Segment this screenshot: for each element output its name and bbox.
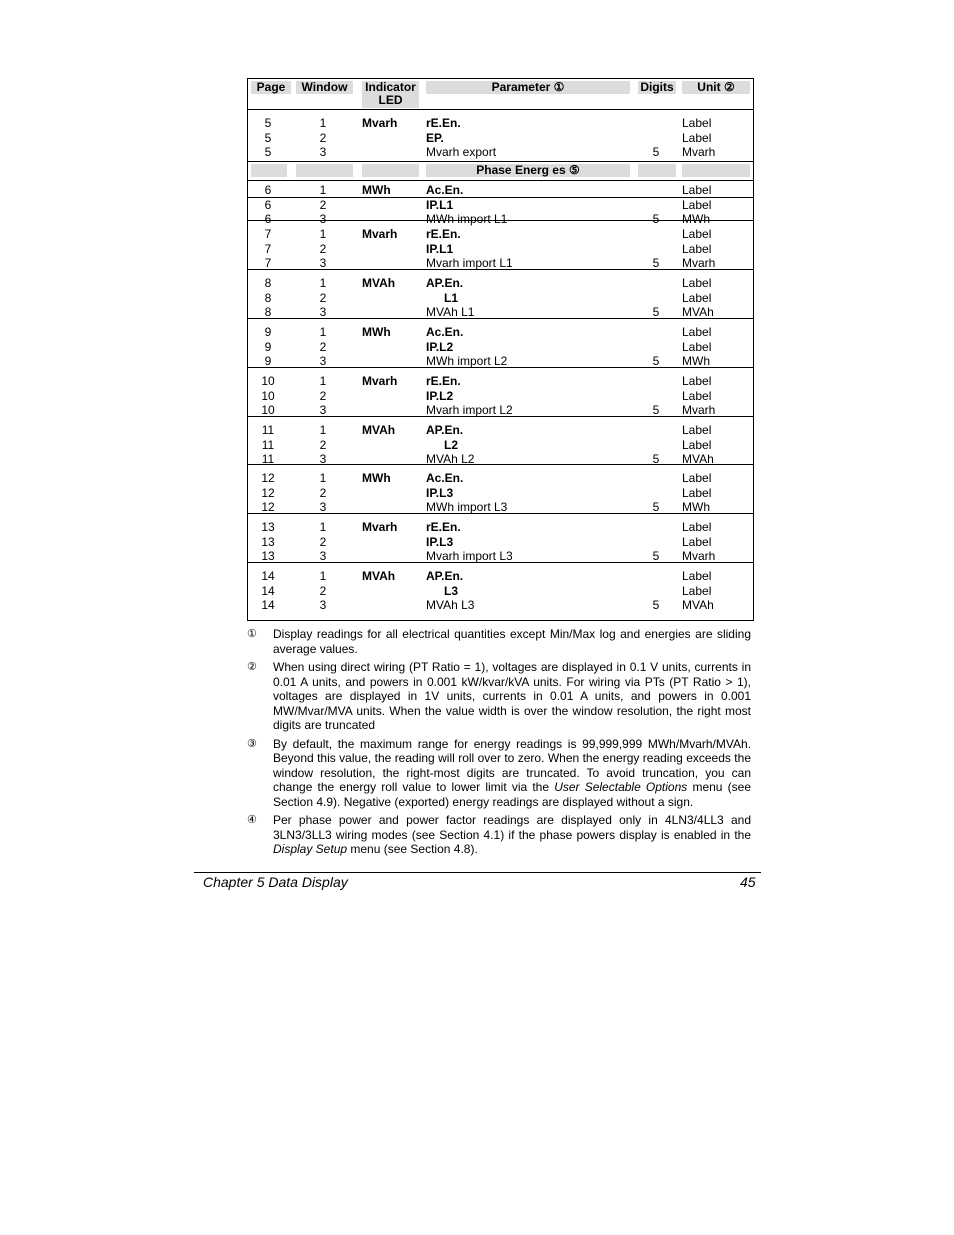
table-row (248, 438, 753, 452)
table-row (248, 305, 753, 319)
cell-window: 2 (319, 130, 327, 145)
cell-page: 6 (264, 212, 272, 226)
cell-digits: 5 (652, 145, 660, 159)
cell-page: 12 (261, 500, 275, 514)
cell-window: 2 (319, 197, 327, 212)
cell-parameter: IP.L3 (426, 534, 454, 549)
cell-unit: Mvarh (682, 549, 716, 563)
footnote-text-part: By default, the maximum range for energy readings is 99,999,999 MWh/Mvarh/MVAh. Beyond this value, the reading will roll over to zero. When the energy reading exceeds the window resolution, the right-most digits are truncated. To avoid truncation, you can change the energy roll value to lower limit via the (273, 736, 751, 794)
cell-window: 3 (319, 500, 327, 514)
cell-unit: Mvarh (682, 403, 716, 417)
cell-unit: Label (682, 130, 712, 145)
footer-rule (194, 872, 761, 873)
cell-parameter: rE.En. (426, 520, 461, 534)
cell-page: 13 (261, 534, 275, 549)
footnote (247, 660, 751, 733)
cell-window: 1 (319, 374, 327, 388)
cell-parameter: AP.En. (426, 423, 464, 437)
cell-window: 3 (319, 598, 327, 612)
footer-chapter: Chapter 5 Data Display (203, 874, 348, 890)
cell-page: 13 (261, 549, 275, 563)
cell-page: 12 (261, 471, 275, 485)
footnote (247, 737, 751, 810)
cell-parameter: AP.En. (426, 276, 464, 290)
cell-page: 9 (264, 325, 272, 339)
cell-parameter: Mvarh import L1 (426, 256, 513, 270)
cell-unit: MWh (682, 500, 710, 514)
cell-indicator-led: MWh (362, 325, 391, 339)
footnote-text: When using direct wiring (PT Ratio = 1), voltages are displayed in 0.1 V units, currents in 0.01 A units, and powers in 0.001 kW/kvar/kVA units. For wiring via PTs (PT Ratio > 1), voltages are displayed in 1V units, currents in 0.01 A units, and powers in 0.001 MW/Mvar/MVA units. When the value width is over the window resolution, the right most digits are truncated (273, 660, 751, 732)
table-row (248, 242, 753, 256)
table-row (248, 535, 753, 549)
table-row (248, 569, 753, 583)
cell-page: 5 (264, 116, 272, 130)
cell-page: 5 (264, 145, 272, 159)
footnote-text-part: Per phase power and power factor readings are displayed only in 4LN3/4LL3 and 3LN3/3LL3 wiring modes (see Section 4.1) if the phase powers display is enabled in the (273, 813, 751, 842)
cell-digits: 5 (652, 500, 660, 514)
table-row (248, 374, 753, 388)
footnote-text (273, 737, 751, 809)
cell-window: 3 (319, 212, 327, 226)
cell-parameter: IP.L2 (426, 339, 454, 354)
cell-window: 1 (319, 569, 327, 583)
cell-unit: Label (682, 339, 712, 354)
cell-unit: Label (682, 197, 712, 212)
footnotes (247, 627, 751, 861)
cell-unit: MWh (682, 212, 710, 226)
table-row (248, 423, 753, 437)
phase-cell-window (296, 164, 353, 177)
table-header (248, 79, 753, 110)
footnote-mark: ③ (247, 737, 257, 750)
cell-unit: MWh (682, 354, 710, 368)
cell-unit: MVAh (682, 452, 714, 466)
cell-page: 7 (264, 227, 272, 241)
cell-digits: 5 (652, 403, 660, 417)
cell-parameter: L1 (444, 290, 459, 305)
cell-indicator-led: Mvarh (362, 227, 398, 241)
table-row (248, 256, 753, 270)
phase-energies-heading-row (248, 161, 753, 181)
table-row (248, 471, 753, 485)
cell-unit: Label (682, 116, 712, 130)
cell-parameter: L3 (444, 583, 459, 598)
table-row (248, 183, 753, 197)
cell-page: 5 (264, 130, 272, 145)
cell-unit: Label (682, 227, 712, 241)
cell-window: 3 (319, 256, 327, 270)
cell-parameter: Ac.En. (426, 183, 464, 197)
cell-parameter: IP.L2 (426, 388, 454, 403)
cell-unit: Label (682, 388, 712, 403)
phase-cell-led (362, 164, 419, 177)
cell-unit: Label (682, 534, 712, 549)
cell-window: 1 (319, 227, 327, 241)
cell-window: 3 (319, 403, 327, 417)
footnote-mark: ② (247, 661, 257, 673)
cell-unit: Label (682, 423, 712, 437)
cell-page: 11 (261, 437, 275, 452)
cell-parameter: Mvarh import L3 (426, 549, 513, 563)
cell-parameter: Ac.En. (426, 325, 464, 339)
cell-unit: Label (682, 437, 712, 452)
cell-digits: 5 (652, 256, 660, 270)
footnote-mark: ① (247, 628, 257, 640)
cell-unit: Mvarh (682, 256, 716, 270)
footnote-emphasis: Display Setup (273, 842, 348, 856)
phase-energies-heading: Phase Energ es ⑤ (426, 164, 630, 177)
cell-page: 6 (264, 183, 272, 197)
table-row (248, 198, 753, 212)
cell-unit: MVAh (682, 598, 714, 612)
cell-parameter: MVAh L3 (426, 598, 475, 612)
header-parameter: Parameter ① (426, 81, 630, 94)
table-row (248, 276, 753, 290)
table-row (248, 227, 753, 241)
phase-cell-unit (682, 164, 750, 177)
cell-unit: Mvarh (682, 145, 716, 159)
cell-window: 1 (319, 471, 327, 485)
cell-parameter: IP.L1 (426, 241, 454, 256)
cell-page: 7 (264, 256, 272, 270)
cell-window: 2 (319, 290, 327, 305)
cell-window: 2 (319, 437, 327, 452)
cell-digits: 5 (652, 598, 660, 612)
phase-cell-digits (638, 164, 676, 177)
cell-parameter: EP. (426, 130, 444, 145)
cell-unit: Label (682, 290, 712, 305)
cell-page: 14 (261, 583, 275, 598)
cell-parameter: rE.En. (426, 374, 461, 388)
footnote-mark: ④ (247, 814, 257, 826)
cell-window: 1 (319, 276, 327, 290)
cell-parameter: L2 (444, 437, 459, 452)
cell-window: 1 (319, 325, 327, 339)
table-row (248, 486, 753, 500)
cell-page: 8 (264, 305, 272, 319)
footer-page-number: 45 (740, 874, 756, 890)
cell-indicator-led: MWh (362, 183, 391, 197)
header-window: Window (296, 81, 353, 94)
table-row (248, 291, 753, 305)
footnote-emphasis: User Selectable Options (554, 780, 688, 794)
header-digits: Digits (638, 81, 676, 94)
cell-digits: 5 (652, 354, 660, 368)
header-page: Page (251, 81, 291, 94)
cell-window: 2 (319, 534, 327, 549)
cell-window: 2 (319, 388, 327, 403)
cell-indicator-led: Mvarh (362, 520, 398, 534)
cell-parameter: MWh import L1 (426, 212, 508, 226)
display-pages-table (247, 78, 754, 621)
cell-parameter: MVAh L2 (426, 452, 475, 466)
row-divider (248, 197, 753, 198)
cell-page: 11 (261, 423, 275, 437)
cell-indicator-led: MVAh (362, 423, 396, 437)
footnote (247, 627, 751, 656)
cell-page: 9 (264, 339, 272, 354)
cell-page: 11 (261, 452, 275, 466)
cell-unit: Label (682, 583, 712, 598)
cell-page: 8 (264, 290, 272, 305)
cell-parameter: IP.L1 (426, 197, 454, 212)
cell-parameter: rE.En. (426, 116, 461, 130)
cell-indicator-led: Mvarh (362, 374, 398, 388)
table-row (248, 325, 753, 339)
cell-digits: 5 (652, 305, 660, 319)
cell-unit: Label (682, 569, 712, 583)
cell-window: 2 (319, 339, 327, 354)
table-row (248, 389, 753, 403)
cell-indicator-led: Mvarh (362, 116, 398, 130)
cell-indicator-led: MVAh (362, 569, 396, 583)
table-row (248, 549, 753, 563)
cell-page: 10 (261, 403, 275, 417)
cell-page: 12 (261, 485, 275, 500)
cell-unit: Label (682, 374, 712, 388)
header-unit: Unit ② (682, 81, 750, 94)
cell-digits: 5 (652, 452, 660, 466)
footnote-text (273, 813, 751, 856)
table-row (248, 116, 753, 130)
cell-parameter: AP.En. (426, 569, 464, 583)
cell-parameter: Mvarh import L2 (426, 403, 513, 417)
cell-window: 2 (319, 485, 327, 500)
table-row (248, 500, 753, 514)
footnote-text-part: menu (see Section 4.9). Negative (exported) energy readings are displayed without a sign. (273, 780, 751, 809)
table-row (248, 145, 753, 159)
cell-parameter: MVAh L1 (426, 305, 475, 319)
cell-unit: Label (682, 485, 712, 500)
cell-window: 3 (319, 354, 327, 368)
cell-page: 14 (261, 569, 275, 583)
cell-parameter: rE.En. (426, 227, 461, 241)
cell-parameter: IP.L3 (426, 485, 454, 500)
cell-unit: Label (682, 241, 712, 256)
cell-parameter: Ac.En. (426, 471, 464, 485)
cell-page: 10 (261, 374, 275, 388)
cell-unit: MVAh (682, 305, 714, 319)
table-row (248, 598, 753, 612)
cell-indicator-led: MWh (362, 471, 391, 485)
cell-page: 8 (264, 276, 272, 290)
table-row (248, 354, 753, 368)
cell-window: 3 (319, 305, 327, 319)
cell-page: 9 (264, 354, 272, 368)
header-indicator-led (362, 81, 419, 108)
cell-window: 1 (319, 116, 327, 130)
phase-cell-page (251, 164, 287, 177)
table-row (248, 520, 753, 534)
cell-indicator-led: MVAh (362, 276, 396, 290)
cell-window: 1 (319, 423, 327, 437)
cell-parameter: MWh import L3 (426, 500, 508, 514)
cell-unit: Label (682, 325, 712, 339)
table-row (248, 340, 753, 354)
cell-unit: Label (682, 520, 712, 534)
cell-window: 1 (319, 520, 327, 534)
cell-window: 3 (319, 452, 327, 466)
cell-window: 2 (319, 583, 327, 598)
cell-page: 7 (264, 241, 272, 256)
cell-parameter: MWh import L2 (426, 354, 508, 368)
cell-page: 13 (261, 520, 275, 534)
cell-parameter: Mvarh export (426, 145, 497, 159)
cell-unit: Label (682, 276, 712, 290)
cell-window: 1 (319, 183, 327, 197)
cell-window: 3 (319, 549, 327, 563)
footnote-text: Display readings for all electrical quantities except Min/Max log and energies are sliding average values. (273, 627, 751, 656)
cell-digits: 5 (652, 549, 660, 563)
cell-page: 6 (264, 197, 272, 212)
table-row (248, 584, 753, 598)
cell-unit: Label (682, 471, 712, 485)
cell-window: 2 (319, 241, 327, 256)
cell-digits: 5 (652, 212, 660, 226)
cell-window: 3 (319, 145, 327, 159)
header-indicator-line2: LED (378, 93, 403, 107)
cell-unit: Label (682, 183, 712, 197)
footnote-text-part: menu (see Section 4.8). (347, 842, 478, 856)
footnote (247, 813, 751, 857)
header-indicator-line1: Indicator (365, 80, 416, 94)
cell-page: 14 (261, 598, 275, 612)
table-row (248, 403, 753, 417)
table-row (248, 131, 753, 145)
cell-page: 10 (261, 388, 275, 403)
